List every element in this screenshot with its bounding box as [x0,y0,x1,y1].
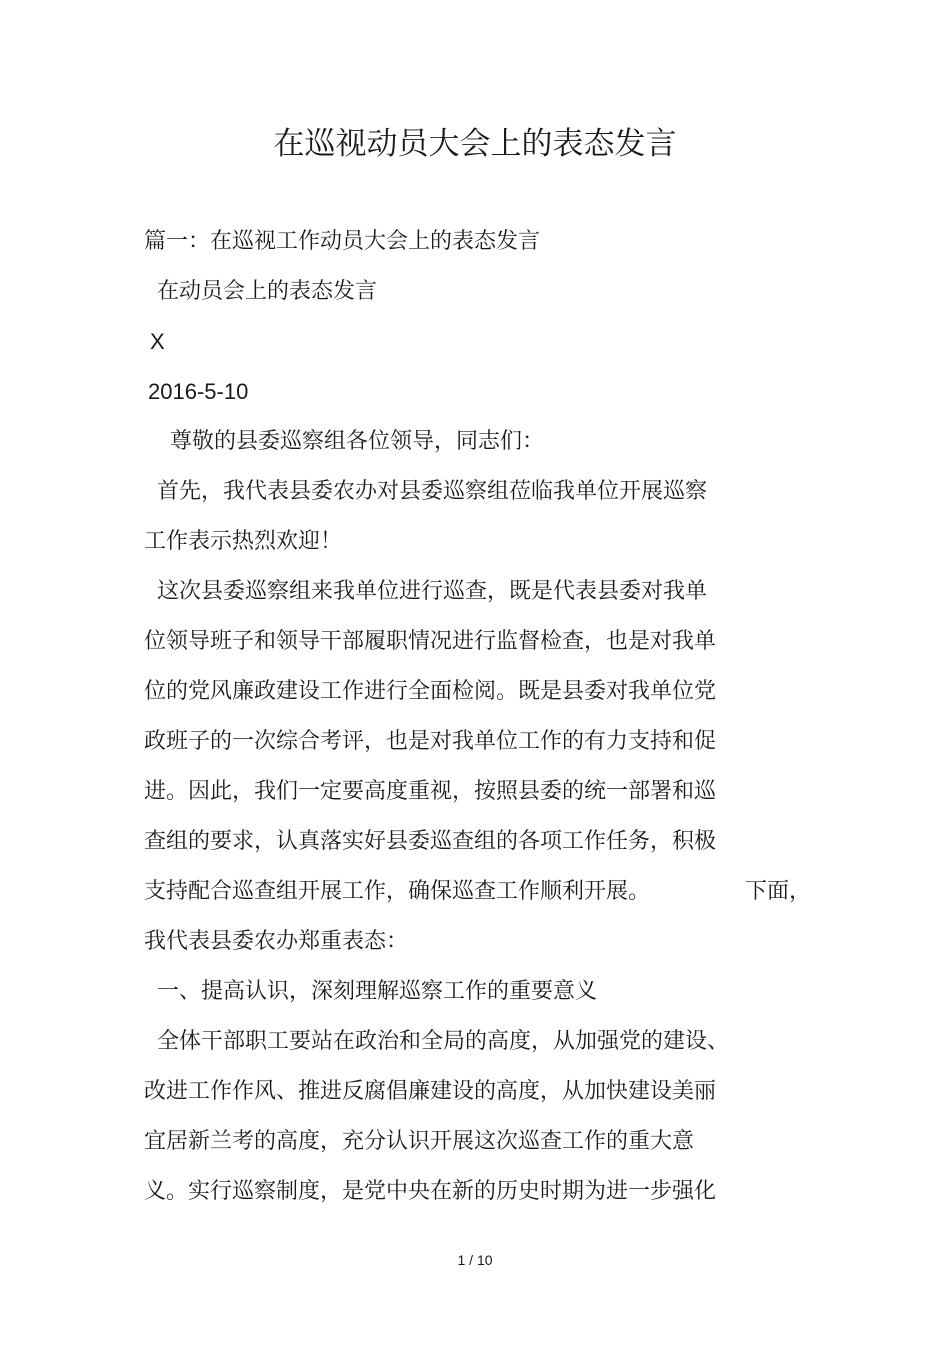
paragraph-line: 宜居新兰考的高度，充分认识开展这次巡查工作的重大意 [144,1129,695,1154]
paragraph-line: 首先，我代表县委农办对县委巡察组莅临我单位开展巡察 [157,479,708,504]
paragraph-line-tail: 下面， [745,879,812,904]
speech-title: 在动员会上的表态发言 [157,279,378,304]
speaker-name: X [150,329,165,354]
page-indicator: 1 / 10 [457,1252,493,1268]
paragraph-line: 这次县委巡察组来我单位进行巡查，既是代表县委对我单 [157,579,708,604]
paragraph-line: 工作表示热烈欢迎！ [144,529,343,554]
salutation: 尊敬的县委巡察组各位领导，同志们： [170,429,545,454]
subsection-heading: 一、提高认识，深刻理解巡察工作的重要意义 [157,979,598,1004]
paragraph-line: 义。实行巡察制度，是党中央在新的历史时期为进一步强化 [144,1179,717,1204]
paragraph-line: 我代表县委农办郑重表态： [144,929,409,954]
paragraph-line: 位领导班子和领导干部履职情况进行监督检查，也是对我单 [144,629,717,654]
speech-date: 2016-5-10 [148,379,249,404]
section-heading: 篇一：在巡视工作动员大会上的表态发言 [144,229,541,254]
document-title: 在巡视动员大会上的表态发言 [273,126,677,162]
paragraph-line: 全体干部职工要站在政治和全局的高度，从加强党的建设、 [157,1029,730,1054]
paragraph-line: 位的党风廉政建设工作进行全面检阅。既是县委对我单位党 [144,679,717,704]
paragraph-line: 支持配合巡查组开展工作，确保巡查工作顺利开展。 [144,879,651,904]
paragraph-line: 查组的要求，认真落实好县委巡查组的各项工作任务，积极 [144,829,717,854]
paragraph-line: 改进工作作风、推进反腐倡廉建设的高度，从加快建设美丽 [144,1079,717,1104]
paragraph-line: 政班子的一次综合考评，也是对我单位工作的有力支持和促 [144,729,717,754]
paragraph-line: 进。因此，我们一定要高度重视，按照县委的统一部署和巡 [144,779,717,804]
